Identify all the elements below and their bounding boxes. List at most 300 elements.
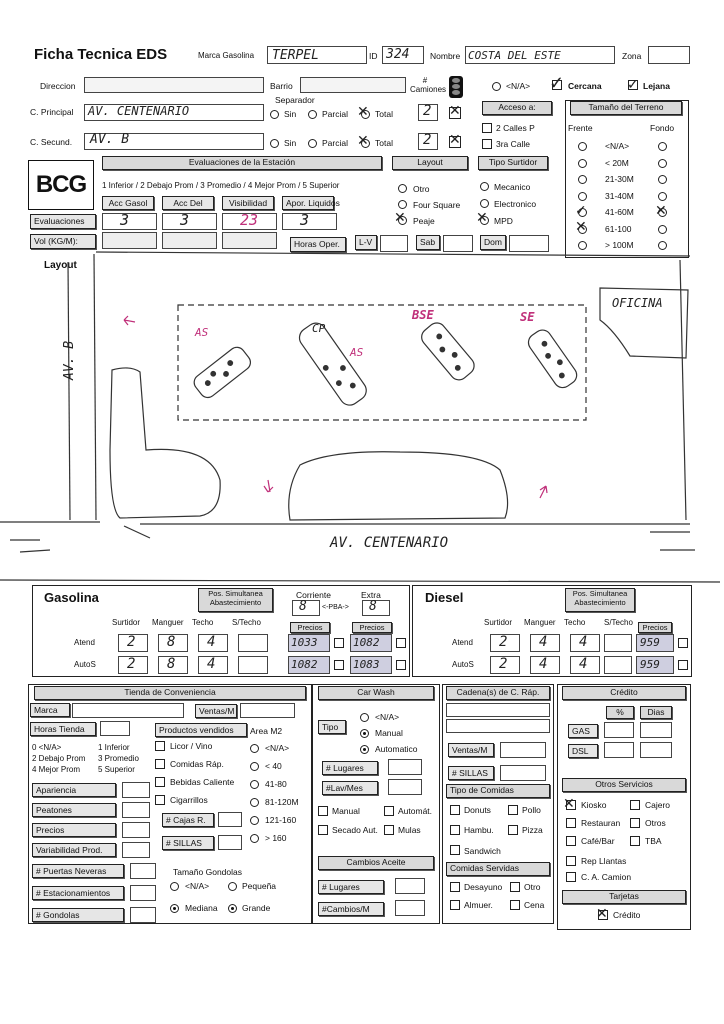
otros-checkbox-1[interactable] bbox=[630, 800, 640, 810]
cw-secado-label: Secado Aut. bbox=[332, 825, 378, 835]
area-radio-4[interactable] bbox=[250, 816, 259, 825]
tienda-sillas-label: # SILLAS bbox=[162, 836, 214, 850]
count-label-0: # Puertas Neveras bbox=[32, 864, 124, 878]
principal-label: C. Principal bbox=[30, 107, 74, 117]
nombre-value: COSTA DEL ESTE bbox=[468, 49, 561, 62]
dsl-precios-heading: Precios bbox=[638, 622, 672, 633]
diesel-pos-heading: Pos. Simultanea Abastecimiento bbox=[565, 588, 635, 612]
scale-2: 2 Debajo Prom bbox=[32, 754, 86, 763]
gond-pequena-label: Pequeña bbox=[242, 881, 277, 891]
gas-label: GAS bbox=[568, 724, 598, 738]
eval-value-0: 3 bbox=[120, 211, 130, 229]
secund-carril-check: ✕ bbox=[449, 131, 461, 147]
secund-label: C. Secund. bbox=[30, 137, 73, 147]
dsl-surtidor-value: 2 bbox=[499, 656, 508, 672]
attr-field-2[interactable] bbox=[122, 822, 150, 838]
principal-total-label: Total bbox=[375, 109, 393, 119]
gas-precio1-checkbox[interactable] bbox=[334, 660, 344, 670]
cena-label: Cena bbox=[524, 900, 545, 910]
cadena-heading: Cadena(s) de C. Ráp. bbox=[446, 686, 550, 700]
gas-precio1-checkbox[interactable] bbox=[334, 638, 344, 648]
pump-label-as-1: AS bbox=[195, 326, 209, 339]
terreno-opt-label: < 20M bbox=[605, 157, 629, 168]
horas-oper-label: Horas Oper. bbox=[290, 237, 346, 252]
carwash-lugares-field[interactable] bbox=[388, 759, 422, 775]
lv-label: L-V bbox=[355, 235, 377, 250]
terreno-opt-label: <N/A> bbox=[605, 141, 630, 151]
gas-col-1: Manguer bbox=[152, 618, 184, 627]
secund-total-label: Total bbox=[375, 138, 393, 148]
gas-dias-field[interactable] bbox=[640, 722, 672, 738]
almuer-label: Almuer. bbox=[464, 900, 493, 910]
road-edge-top bbox=[96, 252, 690, 256]
island-bottom bbox=[289, 452, 508, 520]
dsl-precio-checkbox[interactable] bbox=[678, 660, 688, 670]
attr-field-3[interactable] bbox=[122, 842, 150, 858]
dsl-stecho-field[interactable] bbox=[604, 634, 632, 652]
peaje-mark: ✕ bbox=[394, 209, 406, 225]
dsl-techo-value: 4 bbox=[579, 656, 588, 672]
pump-island-2 bbox=[296, 319, 371, 409]
dsl-row-label: Atend bbox=[452, 638, 473, 647]
gas-row-label: AutoS bbox=[74, 660, 96, 669]
eval-col-0: Acc Gasol bbox=[102, 196, 154, 210]
eval-value-3: 3 bbox=[300, 211, 310, 229]
id-value: 324 bbox=[386, 47, 410, 62]
vol-field-2[interactable] bbox=[162, 232, 217, 249]
pump-label-bse: BSE bbox=[412, 308, 434, 322]
carwash-lugares-label: # Lugares bbox=[322, 761, 378, 775]
fondo-radio[interactable] bbox=[658, 241, 667, 250]
lejana-check-icon: ✓ bbox=[627, 76, 639, 92]
eval-heading: Evaluaciones de la Estación bbox=[102, 156, 382, 170]
tienda-heading: Tienda de Conveniencia bbox=[34, 686, 306, 700]
eval-value-1: 3 bbox=[180, 211, 190, 229]
scale-5: 5 Superior bbox=[98, 765, 135, 774]
road-edge-bottom bbox=[0, 522, 690, 524]
count-field-2[interactable] bbox=[130, 907, 156, 923]
principal-parcial-radio[interactable] bbox=[308, 110, 317, 119]
cercana-label: Cercana bbox=[568, 81, 602, 91]
mecanico-radio[interactable] bbox=[480, 182, 489, 191]
carwash-lavmes-field[interactable] bbox=[388, 779, 422, 795]
scale-3: 3 Promedio bbox=[98, 754, 139, 763]
frente-mark: ✓ bbox=[575, 202, 587, 218]
terreno-opt-label: 21-30M bbox=[605, 174, 634, 184]
dsl-stecho-field[interactable] bbox=[604, 656, 632, 674]
frente-radio[interactable] bbox=[578, 192, 587, 201]
fondo-radio[interactable] bbox=[658, 142, 667, 151]
almuer-checkbox[interactable] bbox=[450, 900, 460, 910]
hambu-label: Hambu. bbox=[464, 825, 494, 835]
pizza-label: Pizza bbox=[522, 825, 543, 835]
otros-label-1: Cajero bbox=[645, 800, 671, 810]
pump-label-cp: CP bbox=[312, 322, 326, 335]
eval-value-2: 23 bbox=[240, 211, 259, 229]
peaje-label: Peaje bbox=[413, 216, 435, 226]
fondo-radio[interactable] bbox=[658, 175, 667, 184]
gas-pct-field[interactable] bbox=[604, 722, 634, 738]
area-label-5: > 160 bbox=[265, 833, 287, 843]
secund-carril-value: 2 bbox=[423, 132, 432, 148]
carwash-lavmes-label: #Lav/Mes bbox=[322, 781, 378, 795]
cadena-ventas-field[interactable] bbox=[500, 742, 546, 758]
principal-value: AV. CENTENARIO bbox=[88, 104, 190, 118]
acceso-heading: Acceso a: bbox=[482, 101, 552, 115]
dsl-row-label: AutoS bbox=[452, 660, 474, 669]
area-label-4: 121-160 bbox=[265, 815, 297, 825]
gond-na-label: <N/A> bbox=[185, 881, 210, 891]
pollo-checkbox[interactable] bbox=[508, 805, 518, 815]
carwash-tipo-label: Tipo bbox=[318, 720, 346, 734]
area-label: Area M2 bbox=[250, 726, 283, 736]
lejana-label: Lejana bbox=[643, 81, 670, 91]
vol-label: Vol (KG/M): bbox=[30, 234, 96, 249]
carwash-manual-label: Manual bbox=[375, 728, 403, 738]
area-label-3: 81-120M bbox=[265, 797, 299, 807]
tipo-comidas-heading: Tipo de Comidas bbox=[446, 784, 550, 798]
otros-label-4: Café/Bar bbox=[581, 836, 615, 846]
carwash-na-radio[interactable] bbox=[360, 713, 369, 722]
gond-pequena-radio[interactable] bbox=[228, 882, 237, 891]
eval-field-3[interactable] bbox=[282, 213, 337, 230]
acceso-2calles-checkbox[interactable] bbox=[482, 123, 492, 133]
cajas-label: # Cajas R. bbox=[162, 813, 214, 827]
cajas-field[interactable] bbox=[218, 812, 242, 827]
dsl-col-3: S/Techo bbox=[604, 618, 633, 627]
producto-checkbox-1[interactable] bbox=[155, 759, 165, 769]
horas-tienda-label: Horas Tienda bbox=[30, 722, 96, 736]
layout-label: Layout bbox=[44, 260, 77, 271]
gas-precio2-value: 1082 bbox=[353, 636, 380, 649]
cambios-heading: Cambios Aceite bbox=[318, 856, 434, 870]
principal-parcial-label: Parcial bbox=[322, 109, 348, 119]
mecanico-label: Mecanico bbox=[494, 182, 531, 192]
carwash-manual-radio[interactable] bbox=[360, 729, 369, 738]
area-radio-0[interactable] bbox=[250, 744, 259, 753]
gas-stecho-field[interactable] bbox=[238, 634, 268, 652]
otros-checkbox-5[interactable] bbox=[630, 836, 640, 846]
cw-automat-checkbox[interactable] bbox=[384, 806, 394, 816]
cw-manual-checkbox[interactable] bbox=[318, 806, 328, 816]
nombre-label: Nombre bbox=[430, 51, 461, 61]
otros-label-6: Rep Llantas bbox=[581, 856, 627, 866]
vol-field-3[interactable] bbox=[222, 232, 277, 249]
cambios-lugares-label: # Lugares bbox=[318, 880, 384, 894]
cena-checkbox[interactable] bbox=[510, 900, 520, 910]
dsl-col-2: Techo bbox=[564, 618, 586, 627]
sandwich-checkbox[interactable] bbox=[450, 845, 460, 855]
desayuno-checkbox[interactable] bbox=[450, 882, 460, 892]
cw-automat-label: Automát. bbox=[398, 806, 433, 816]
acceso-3ra-label: 3ra Calle bbox=[496, 139, 531, 149]
pba-label: <-PBA-> bbox=[322, 604, 349, 611]
vol-field-1[interactable] bbox=[102, 232, 157, 249]
secund-parcial-radio[interactable] bbox=[308, 139, 317, 148]
gas-manguer-value: 8 bbox=[167, 634, 176, 650]
area-label-1: < 40 bbox=[265, 761, 282, 771]
otros-checkbox-4[interactable] bbox=[566, 836, 576, 846]
otros-label-5: TBA bbox=[645, 836, 662, 846]
producto-label-1: Comidas Ráp. bbox=[170, 759, 224, 769]
dom-label: Dom bbox=[480, 235, 506, 250]
principal-carril-value: 2 bbox=[423, 103, 432, 119]
eval-field-1[interactable] bbox=[162, 213, 217, 230]
frente-radio[interactable] bbox=[578, 142, 587, 151]
cadena-otro-checkbox[interactable] bbox=[510, 882, 520, 892]
zona-field[interactable] bbox=[648, 46, 690, 64]
attr-field-0[interactable] bbox=[122, 782, 150, 798]
dsl-col-0: Surtidor bbox=[484, 618, 513, 627]
terreno-heading: Tamaño del Terreno bbox=[570, 101, 682, 115]
gas-techo-value: 4 bbox=[207, 634, 216, 650]
otros-label-7: C. A. Camion bbox=[581, 872, 632, 882]
cw-secado-checkbox[interactable] bbox=[318, 825, 328, 835]
scale-4: 4 Mejor Prom bbox=[32, 765, 81, 774]
acceso-2calles-label: 2 Calles P bbox=[496, 123, 535, 133]
count-label-1: # Estacionamientos bbox=[32, 886, 124, 900]
gas-manguer-value: 8 bbox=[167, 656, 176, 672]
producto-checkbox-3[interactable] bbox=[155, 795, 165, 805]
terreno-opt-label: > 100M bbox=[605, 240, 634, 250]
principal-carril-check: ✕ bbox=[449, 102, 461, 118]
tipo-surtidor-tab[interactable]: Tipo Surtidor bbox=[478, 156, 548, 170]
secund-sin-label: Sin bbox=[284, 138, 297, 148]
corriente-label: Corriente bbox=[296, 590, 331, 600]
direccion-label: Direccion bbox=[40, 81, 76, 91]
gas-precios-heading-2: Precios bbox=[352, 622, 392, 633]
eval-col-1: Acc Del bbox=[162, 196, 214, 210]
oficina-label: OFICINA bbox=[612, 296, 663, 310]
road-edge-right bbox=[680, 260, 686, 520]
camiones-na-label: <N/A> bbox=[506, 81, 531, 91]
barrio-label: Barrio bbox=[270, 81, 293, 91]
cadena-name-field-1[interactable] bbox=[446, 703, 550, 717]
carwash-heading: Car Wash bbox=[318, 686, 434, 700]
gas-precios-heading-1: Precios bbox=[290, 622, 330, 633]
credito-label: Crédito bbox=[613, 910, 641, 920]
pct-heading: % bbox=[606, 706, 634, 719]
separador-label: Separador bbox=[275, 95, 315, 105]
dsl-precio-value: 959 bbox=[640, 636, 660, 649]
tienda-sillas-field[interactable] bbox=[218, 835, 242, 850]
gas-surtidor-value: 2 bbox=[127, 634, 136, 650]
otros-label-0: Kiosko bbox=[581, 800, 607, 810]
av-centenario-label: AV. CENTENARIO bbox=[330, 535, 449, 551]
principal-total-mark: ✕ bbox=[357, 103, 369, 119]
scale-0: 0 <N/A> bbox=[32, 743, 62, 752]
dsl-pct-field[interactable] bbox=[604, 742, 634, 758]
cercana-check-icon: ✓ bbox=[549, 73, 565, 93]
cw-mulas-label: Mulas bbox=[398, 825, 421, 835]
cadena-ventas-label: Ventas/M bbox=[448, 743, 494, 757]
servidas-heading: Comidas Servidas bbox=[446, 862, 550, 876]
cambios-mes-label: #Cambios/M bbox=[318, 902, 384, 916]
terreno-opt-label: 31-40M bbox=[605, 190, 634, 201]
productos-heading: Productos vendidos bbox=[155, 723, 247, 737]
gondolas-heading: Tamaño Gondolas bbox=[173, 867, 242, 877]
mpd-mark: ✕ bbox=[476, 209, 488, 225]
eval-field-0[interactable] bbox=[102, 213, 157, 230]
cadena-name-field-2[interactable] bbox=[446, 719, 550, 733]
eval-col-3: Apor. Liquidos bbox=[282, 196, 334, 210]
four-square-label: Four Square bbox=[413, 200, 461, 210]
area-radio-3[interactable] bbox=[250, 798, 259, 807]
area-label-0: <N/A> bbox=[265, 743, 290, 753]
kiosko-check: ✕ bbox=[563, 795, 575, 811]
frente-radio[interactable] bbox=[578, 175, 587, 184]
gond-na-radio[interactable] bbox=[170, 882, 179, 891]
fondo-mark: ✕ bbox=[655, 202, 667, 218]
gond-grande-radio[interactable] bbox=[228, 904, 237, 913]
otro-radio[interactable] bbox=[398, 184, 407, 193]
credito-check: ✕ bbox=[596, 905, 608, 921]
camiones-na-radio[interactable] bbox=[492, 82, 501, 91]
area-radio-5[interactable] bbox=[250, 834, 259, 843]
gasolina-title: Gasolina bbox=[44, 590, 99, 605]
camiones-label: # Camiones bbox=[410, 76, 447, 94]
diesel-title: Diesel bbox=[425, 590, 464, 605]
otros-checkbox-2[interactable] bbox=[566, 818, 576, 828]
pump-island-1 bbox=[191, 344, 254, 401]
layout-tab[interactable]: Layout bbox=[392, 156, 468, 170]
direccion-field[interactable] bbox=[84, 77, 264, 93]
principal-sin-label: Sin bbox=[284, 109, 297, 119]
mpd-label: MPD bbox=[494, 216, 513, 226]
secund-sin-radio[interactable] bbox=[270, 139, 279, 148]
attr-label-2: Precios bbox=[32, 823, 116, 837]
four-square-radio[interactable] bbox=[398, 200, 407, 209]
barrio-field[interactable] bbox=[300, 77, 406, 93]
fondo-radio[interactable] bbox=[658, 225, 667, 234]
road-edge-left bbox=[94, 254, 96, 520]
frente-label: Frente bbox=[568, 123, 593, 133]
cadena-sillas-label: # SILLAS bbox=[448, 766, 494, 780]
pump-label-as-2: AS bbox=[350, 346, 364, 359]
carwash-auto-radio[interactable] bbox=[360, 745, 369, 754]
otros-label-2: Restauran bbox=[581, 818, 621, 828]
count-field-1[interactable] bbox=[130, 885, 156, 901]
traffic-light-icon bbox=[449, 76, 463, 98]
left-road bbox=[68, 262, 70, 520]
cambios-mes-field[interactable] bbox=[395, 900, 425, 916]
terreno-opt-label: 41-60M bbox=[605, 207, 634, 217]
fondo-radio[interactable] bbox=[658, 192, 667, 201]
gas-col-3: S/Techo bbox=[232, 618, 261, 627]
area-radio-2[interactable] bbox=[250, 780, 259, 789]
tienda-marca-label: Marca bbox=[30, 703, 70, 717]
dsl-precio-checkbox[interactable] bbox=[678, 638, 688, 648]
attr-label-0: Apariencia bbox=[32, 783, 116, 797]
cadena-sillas-field[interactable] bbox=[500, 765, 546, 781]
gas-stecho-field[interactable] bbox=[238, 656, 268, 674]
donuts-checkbox[interactable] bbox=[450, 805, 460, 815]
id-label: ID bbox=[369, 51, 378, 61]
gas-precio2-value: 1083 bbox=[353, 658, 380, 671]
evaluaciones-button[interactable]: Evaluaciones bbox=[30, 214, 96, 229]
secund-parcial-label: Parcial bbox=[322, 138, 348, 148]
gas-precio2-checkbox[interactable] bbox=[396, 638, 406, 648]
flow-arrow-1 bbox=[124, 316, 135, 325]
frente-mark-2: ✕ bbox=[575, 218, 587, 234]
cw-mulas-checkbox[interactable] bbox=[384, 825, 394, 835]
otros-checkbox-7[interactable] bbox=[566, 872, 576, 882]
extra-value: 8 bbox=[369, 599, 377, 614]
area-radio-1[interactable] bbox=[250, 762, 259, 771]
gond-mediana-label: Mediana bbox=[185, 903, 218, 913]
sab-label: Sab bbox=[416, 235, 440, 250]
scale-1: 1 Inferior bbox=[98, 743, 130, 752]
gas-precio2-checkbox[interactable] bbox=[396, 660, 406, 670]
terreno-opt-label: 61-100 bbox=[605, 223, 632, 234]
attr-field-1[interactable] bbox=[122, 802, 150, 818]
otros-checkbox-6[interactable] bbox=[566, 856, 576, 866]
gas-col-0: Surtidor bbox=[112, 618, 141, 627]
cambios-lugares-field[interactable] bbox=[395, 878, 425, 894]
secund-value: AV. B bbox=[90, 132, 130, 147]
eval-col-2: Visibilidad bbox=[222, 196, 274, 210]
dsl-dias-field[interactable] bbox=[640, 742, 672, 758]
gas-techo-value: 4 bbox=[207, 656, 216, 672]
hambu-checkbox[interactable] bbox=[450, 825, 460, 835]
flow-arrow-2 bbox=[264, 480, 273, 492]
av-b-label: AV. B bbox=[62, 340, 77, 380]
donuts-label: Donuts bbox=[464, 805, 491, 815]
pollo-label: Pollo bbox=[522, 805, 541, 815]
gas-surtidor-value: 2 bbox=[127, 656, 136, 672]
tienda-ventas-label: Ventas/M bbox=[195, 704, 237, 718]
otros-checkbox-3[interactable] bbox=[630, 818, 640, 828]
frente-radio[interactable] bbox=[578, 241, 587, 250]
eval-scale: 1 Inferior / 2 Debajo Prom / 3 Promedio / 4 Mejor Prom / 5 Superior bbox=[102, 181, 340, 190]
carwash-na-label: <N/A> bbox=[375, 712, 400, 722]
dias-heading: Dias bbox=[640, 706, 672, 719]
otros-label-3: Otros bbox=[645, 818, 666, 828]
tienda-marca-field[interactable] bbox=[72, 703, 184, 718]
bcg-logo bbox=[28, 160, 94, 210]
acceso-3ra-checkbox[interactable] bbox=[482, 139, 492, 149]
desayuno-label: Desayuno bbox=[464, 882, 503, 892]
horas-tienda-field[interactable] bbox=[100, 721, 130, 736]
tienda-ventas-field[interactable] bbox=[240, 703, 295, 718]
gas-precio1-value: 1082 bbox=[291, 658, 318, 671]
dsl-precio-value: 959 bbox=[640, 658, 660, 671]
cw-manual-label: Manual bbox=[332, 806, 360, 816]
otro-label: Otro bbox=[413, 184, 430, 194]
gond-mediana-radio[interactable] bbox=[170, 904, 179, 913]
electronico-radio[interactable] bbox=[480, 199, 489, 208]
producto-checkbox-2[interactable] bbox=[155, 777, 165, 787]
fondo-radio[interactable] bbox=[658, 159, 667, 168]
pump-island-4 bbox=[525, 327, 580, 392]
principal-sin-radio[interactable] bbox=[270, 110, 279, 119]
dsl-techo-value: 4 bbox=[579, 634, 588, 650]
dsl-manguer-value: 4 bbox=[539, 656, 548, 672]
gas-row-label: Atend bbox=[74, 638, 95, 647]
sandwich-label: Sandwich bbox=[464, 846, 501, 856]
pizza-checkbox[interactable] bbox=[508, 825, 518, 835]
gas-col-2: Techo bbox=[192, 618, 214, 627]
count-field-0[interactable] bbox=[130, 863, 156, 879]
producto-checkbox-0[interactable] bbox=[155, 741, 165, 751]
dsl-surtidor-value: 2 bbox=[499, 634, 508, 650]
secund-total-mark: ✕ bbox=[357, 132, 369, 148]
frente-radio[interactable] bbox=[578, 159, 587, 168]
fondo-label: Fondo bbox=[650, 123, 675, 133]
gasolina-pos-heading: Pos. Simultanea Abastecimiento bbox=[198, 588, 273, 612]
zona-label: Zona bbox=[622, 51, 642, 61]
producto-label-0: Licor / Vino bbox=[170, 741, 213, 751]
